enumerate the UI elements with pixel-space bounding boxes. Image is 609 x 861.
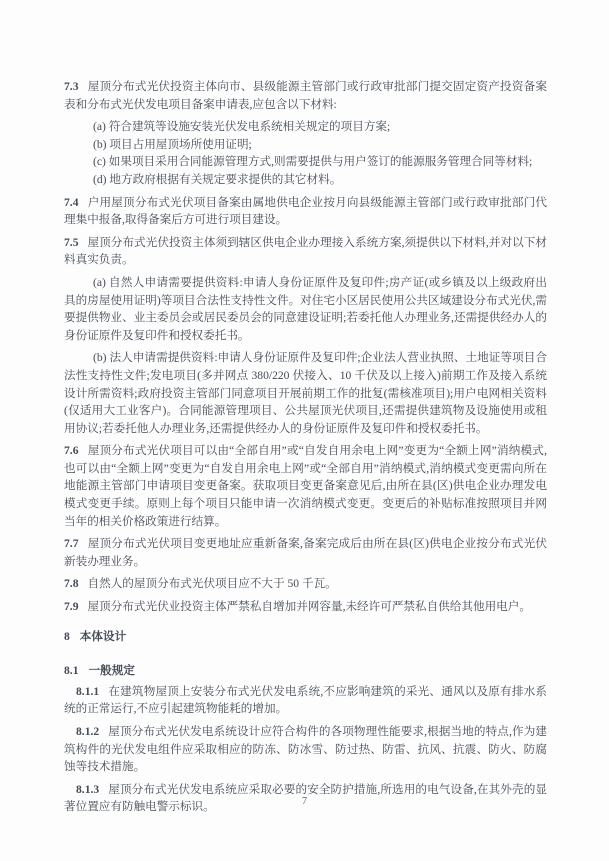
clause-7-6-number: 7.6 — [64, 444, 79, 458]
clause-7-8-number: 7.8 — [64, 577, 79, 591]
clause-7-4-text: 户用屋顶分布式光伏项目备案由属地供电企业按月向县级能源主管部门或行政审批部门代理集中报备,取得备案后方可进行项目建设。 — [64, 195, 547, 227]
clause-7-7-number: 7.7 — [64, 537, 79, 551]
list-item-c: (c) 如果项目采用合同能源管理方式,则需要提供与用户签订的能源服务管理合同等材料; — [93, 155, 533, 169]
clause-7-5-text: 屋顶分布式光伏投资主体须到辖区供电企业办理接入系统方案,须提供以下材料,并对以下材料真实负责。 — [64, 235, 547, 267]
clause-7-4 — [64, 194, 547, 229]
section-8-heading — [64, 628, 547, 646]
section-8-1-title: 一般规定 — [88, 664, 135, 678]
section-8-number: 8 — [64, 629, 70, 643]
clause-7-5-sub-a: (a) 自然人申请需要提供资料:申请人身份证原件及复印件;房产证(或乡镇及以上级政府出具的房屋使用证明)等项目合法性支持性文件。对住宅小区居民使用公共区域建设分布式光伏,需要提供物业、业主委员会或居民委员会的同意建设证明;若委托他人办理业务,还需提供经办人的身份证原件及复印件和授权委托书。 — [64, 275, 547, 342]
clause-7-5-sub-b: (b) 法人申请需提供资料:申请人身份证原件及复印件;企业法人营业执照、土地证等项目合法性支持性文件;发电项目(多并网点 380/220 伏接入、10 千伏及以上接入)前期工作及接入系统设计所需资料;政府投资主管部门同意项目开展前期工作的批复(需核准项目);用户电网相关资料(仅适用大工业客户)。合同能源管理项目、公共屋顶光伏项目,还需提供建筑物及设施使用或租用协议;若委托他人办理业务,还需提供经办人的身份证原件及复印件和授权委托书。 — [64, 351, 547, 435]
clause-7-7-text: 屋顶分布式光伏项目变更地址应重新备案,备案完成后由所在县(区)供电企业按分布式光伏新装办理业务。 — [64, 537, 547, 568]
clause-8-1-3-text: 屋顶分布式光伏发电系统应采取必要的安全防护措施,所选用的电气设备,在其外壳的显著位置应有防触电警示标识。 — [64, 782, 547, 814]
clause-8-1-2 — [64, 723, 547, 776]
clause-7-3 — [64, 78, 547, 113]
list-item-d: (d) 地方政府根据有关规定要求提供的其它材料。 — [93, 172, 342, 186]
clause-7-3-item-list — [64, 118, 547, 188]
list-item-a: (a) 符合建筑等设施安装光伏发电系统相关规定的项目方案; — [93, 120, 391, 134]
clause-7-8 — [64, 575, 547, 593]
clause-8-1-1 — [64, 683, 547, 718]
clause-7-9 — [64, 598, 547, 616]
clause-7-6-text: 屋顶分布式光伏项目可以由“全部自用”或“自发自用余电上网”变更为“全额上网”消纳模式,也可以由“全额上网”变更为“自发自用余电上网”或“全部自用”消纳模式,消纳模式变更需向所在地能源主管部门申请项目变更备案。获取项目变更备案意见后,由所在县(区)供电企业办理发电模式变更手续。原则上每个项目只能申请一次消纳模式变更。变更后的补贴标准按照项目并网当年的相关价格政策进行结算。 — [64, 444, 547, 528]
clause-7-7 — [64, 535, 547, 570]
clause-7-9-text: 屋顶分布式光伏业投资主体严禁私自增加并网容量,未经许可严禁私自供给其他用电户。 — [87, 600, 531, 614]
clause-7-9-number: 7.9 — [64, 600, 79, 614]
clause-8-1-3-number: 8.1.3 — [76, 782, 100, 796]
section-8-1-number: 8.1 — [64, 664, 79, 678]
clause-7-8-text: 自然人的屋顶分布式光伏项目应不大于 50 千瓦。 — [87, 577, 337, 591]
list-item-b: (b) 项目占用屋顶场所使用证明; — [93, 137, 252, 151]
clause-7-3-text: 屋顶分布式光伏投资主体向市、县级能源主管部门或行政审批部门提交固定资产投资备案表和分布式光伏发电项目备案申请表,应包含以下材料: — [64, 80, 547, 111]
clause-8-1-2-number: 8.1.2 — [76, 725, 100, 738]
clause-7-6 — [64, 442, 547, 530]
clause-8-1-2-text: 屋顶分布式光伏发电系统设计应符合构件的各项物理性能要求,根据当地的特点,作为建筑构件的光伏发电组件应采取相应的防冻、防冰雪、防过热、防雷、抗风、抗震、防火、防腐蚀等技术措施。 — [64, 725, 547, 774]
clause-8-1-1-text: 在建筑物屋顶上安装分布式光伏发电系统,不应影响建筑的采光、通风以及原有排水系统的正常运行,不应引起建筑物能耗的增加。 — [64, 684, 547, 716]
clause-7-5 — [64, 234, 547, 269]
clause-8-1-1-number: 8.1.1 — [76, 684, 100, 698]
section-8-title: 本体设计 — [79, 629, 127, 643]
clause-7-4-number: 7.4 — [64, 195, 79, 209]
clause-7-3-number: 7.3 — [64, 80, 79, 93]
section-8-1-heading — [64, 662, 547, 680]
document-page — [64, 78, 547, 821]
clause-7-5-number: 7.5 — [64, 235, 79, 249]
page-number: 7 — [301, 796, 308, 807]
